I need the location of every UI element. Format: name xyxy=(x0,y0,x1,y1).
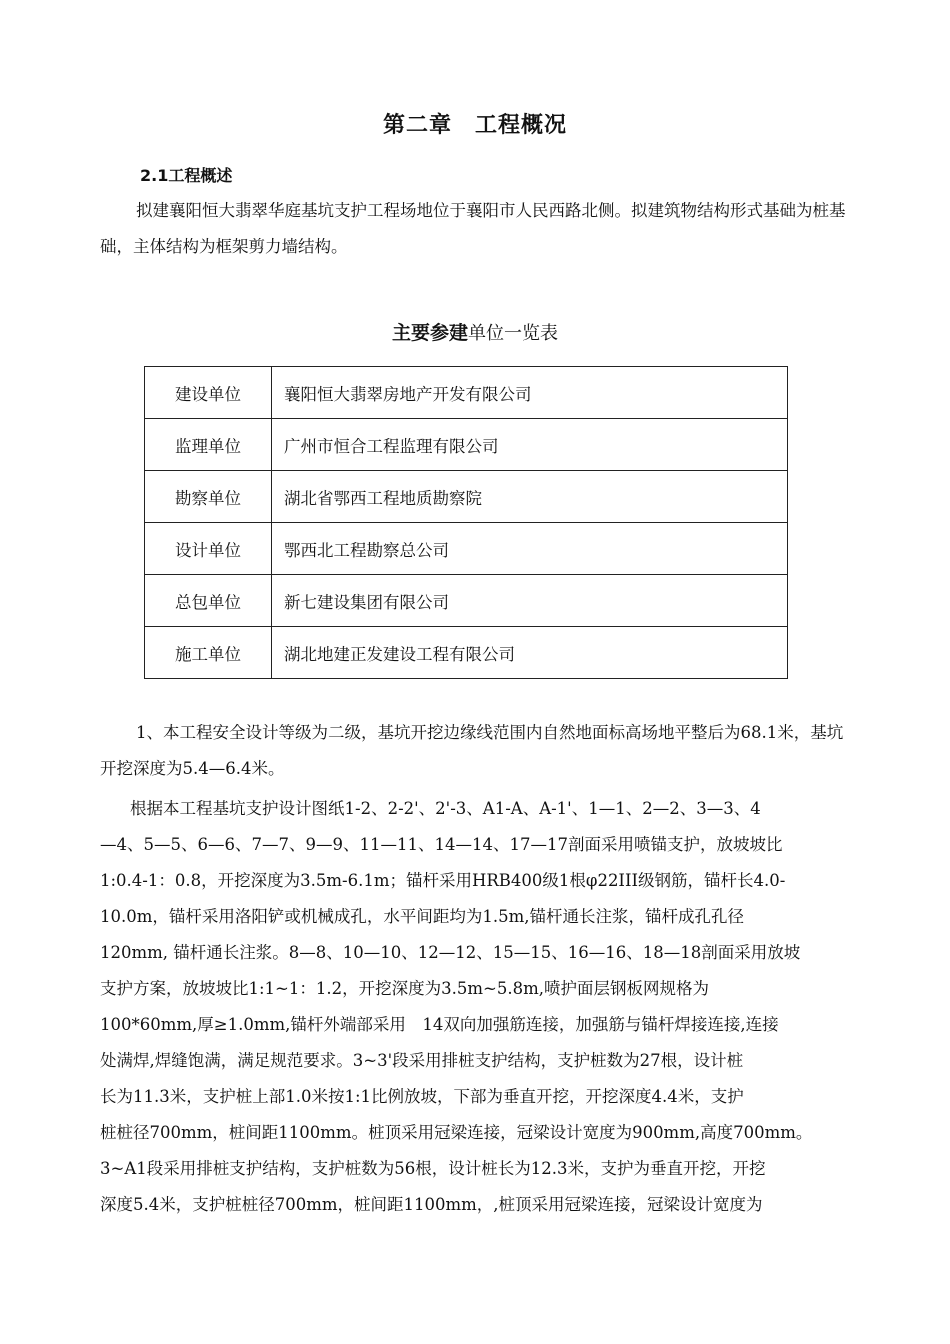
paragraph-line: —4、5—5、6—6、7—7、9—9、11—11、14—14、17—17剖面采用喷锚支护，放坡坡比 xyxy=(100,835,783,854)
table-row xyxy=(145,367,788,419)
table-row xyxy=(145,627,788,679)
paragraph-line: 处满焊,焊缝饱满，满足规范要求。3~3'段采用排桩支护结构，支护桩数为27根，设计桩 xyxy=(100,1051,744,1070)
unit-role: 设计单位 xyxy=(145,523,272,575)
paragraph-line: 10.0m，锚杆采用洛阳铲或机械成孔，水平间距均为1.5m,锚杆通长注浆，锚杆成孔孔径 xyxy=(100,907,745,926)
unit-name: 新七建设集团有限公司 xyxy=(272,575,788,627)
unit-role: 勘察单位 xyxy=(145,471,272,523)
intro-paragraph: 拟建襄阳恒大翡翠华庭基坑支护工程场地位于襄阳市人民西路北侧。拟建筑物结构形式基础为桩基础，主体结构为框架剪力墙结构。 xyxy=(100,201,846,256)
paragraph-line: 1:0.4-1：0.8，开挖深度为3.5m-6.1m；锚杆采用HRB400级1根φ22III级钢筋，锚杆长4.0- xyxy=(100,871,786,890)
unit-name: 襄阳恒大翡翠房地产开发有限公司 xyxy=(272,367,788,419)
paragraph-line: 支护方案，放坡坡比1:1~1：1.2，开挖深度为3.5m~5.8m,喷护面层钢板网规格为 xyxy=(100,979,709,998)
section-heading: 2.1工程概述 xyxy=(140,166,233,185)
table-title xyxy=(0,318,950,345)
paragraph-line: 根据本工程基坑支护设计图纸1-2、2-2'、2'-3、A1-A、A-1'、1—1、2—2、3—3、4 xyxy=(130,799,761,818)
paragraph-line: 120mm, 锚杆通长注浆。8—8、10—10、12—12、15—15、16—16、18—18剖面采用放坡 xyxy=(100,943,801,962)
unit-name: 湖北省鄂西工程地质勘察院 xyxy=(272,471,788,523)
paragraph-line: 长为11.3米，支护桩上部1.0米按1:1比例放坡，下部为垂直开挖，开挖深度4.4米，支护 xyxy=(100,1087,744,1106)
unit-role: 监理单位 xyxy=(145,419,272,471)
table-title-rest: 单位一览表 xyxy=(468,323,558,344)
paragraph-safety-grade: 1、本工程安全设计等级为二级，基坑开挖边缘线范围内自然地面标高场地平整后为68.1米，基坑开挖深度为5.4—6.4米。 xyxy=(100,723,844,778)
paragraph-line: 100*60mm,厚≥1.0mm,锚杆外端部采用 14双向加强筋连接，加强筋与锚杆焊接连接,连接 xyxy=(100,1015,779,1034)
paragraph-line: 深度5.4米，支护桩桩径700mm，桩间距1100mm，,桩顶采用冠梁连接，冠梁设计宽度为 xyxy=(100,1195,763,1214)
paragraph-line: 3~A1段采用排桩支护结构，支护桩数为56根，设计桩长为12.3米，支护为垂直开挖，开挖 xyxy=(100,1159,766,1178)
table-row xyxy=(145,575,788,627)
paragraph-line: 桩桩径700mm，桩间距1100mm。桩顶采用冠梁连接，冠梁设计宽度为900mm,高度700mm。 xyxy=(100,1123,813,1142)
table-row xyxy=(145,523,788,575)
table-row xyxy=(145,471,788,523)
unit-role: 施工单位 xyxy=(145,627,272,679)
table-title-bold: 主要参建 xyxy=(391,322,468,344)
unit-name: 湖北地建正发建设工程有限公司 xyxy=(272,627,788,679)
units-table xyxy=(144,366,788,679)
paragraph-support-design xyxy=(100,791,852,1223)
unit-name: 广州市恒合工程监理有限公司 xyxy=(272,419,788,471)
unit-name: 鄂西北工程勘察总公司 xyxy=(272,523,788,575)
chapter-title: 第二章 工程概况 xyxy=(382,113,567,138)
unit-role: 建设单位 xyxy=(145,367,272,419)
unit-role: 总包单位 xyxy=(145,575,272,627)
table-row xyxy=(145,419,788,471)
